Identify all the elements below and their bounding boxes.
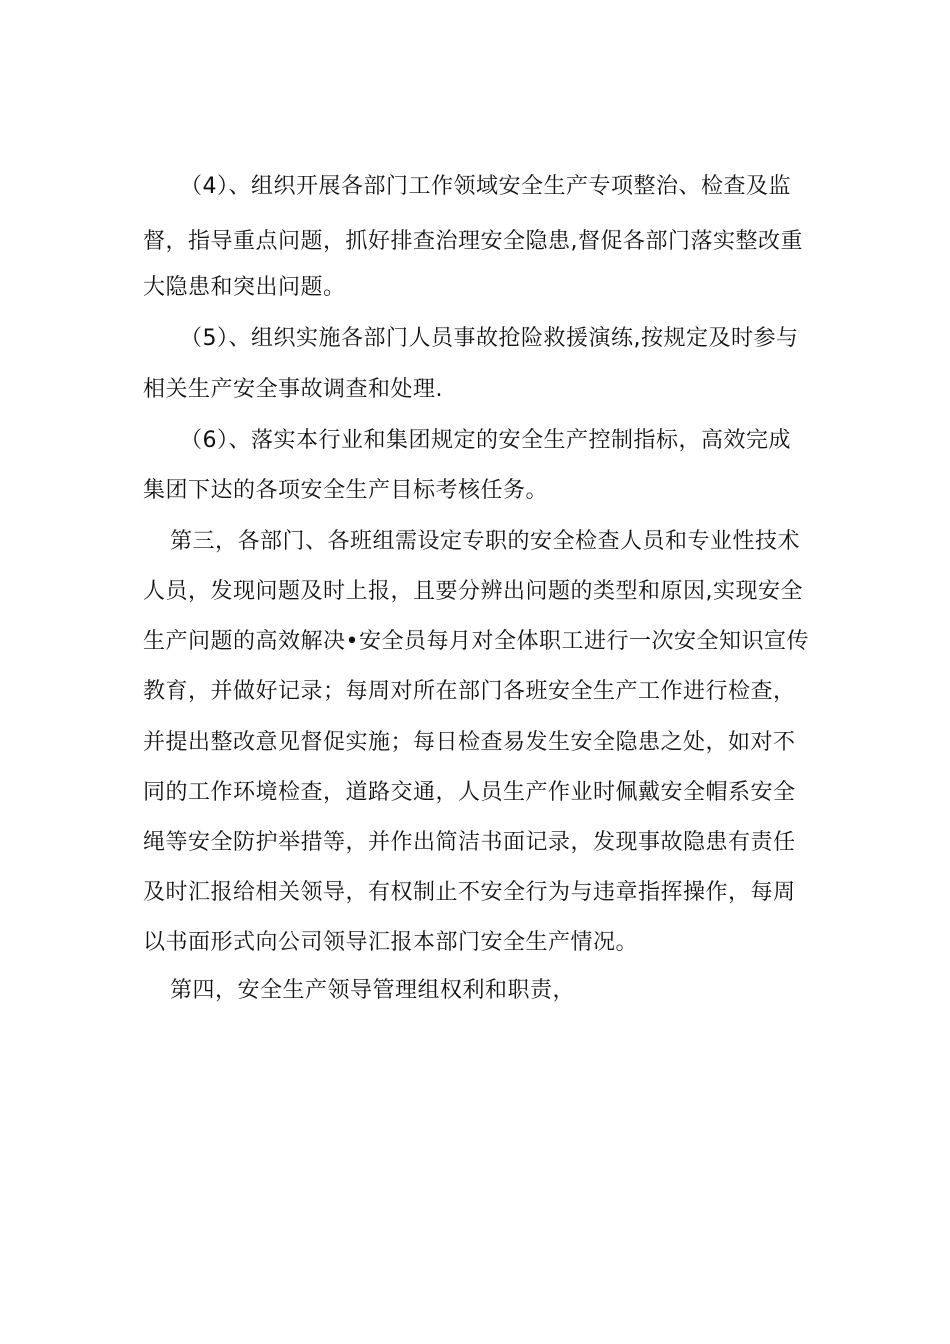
- paragraph-line: 相关生产安全事故调查和处理.: [143, 377, 443, 402]
- paragraph-line: 集团下达的各项安全生产目标考核任务。: [143, 478, 549, 503]
- paragraph-line: 并提出整改意见督促实施；每日检查易发生安全隐患之处，如对不: [143, 730, 796, 755]
- paragraph-line: 督，指导重点问题，抓好排查治理安全隐患,督促各部门落实整改重: [143, 229, 803, 254]
- paragraph-line: （6）、落实本行业和集团规定的安全生产控制指标，高效完成: [180, 428, 791, 453]
- paragraph-line: 人员，发现问题及时上报，且要分辨出问题的类型和原因,实现安全: [143, 579, 803, 604]
- paragraph-line: 及时汇报给相关领导，有权制止不安全行为与违章指挥操作，每周: [143, 880, 796, 905]
- paragraph-line: 同的工作环境检查，道路交通，人员生产作业时佩戴安全帽系安全: [143, 780, 796, 805]
- paragraph-line: 第三，各部门、各班组需设定专职的安全检查人员和专业性技术: [170, 529, 801, 554]
- paragraph-line: 大隐患和突出问题。: [143, 275, 346, 300]
- paragraph-line: 生产问题的高效解决•安全员每月对全体职工进行一次安全知识宣传: [143, 629, 809, 654]
- paragraph-line: （4）、组织开展各部门工作领域安全生产专项整治、检查及监: [180, 174, 791, 199]
- paragraph-line: 绳等安全防护举措等，并作出简洁书面记录，发现事故隐患有责任: [143, 830, 796, 855]
- paragraph-line: 以书面形式向公司领导汇报本部门安全生产情况。: [143, 930, 639, 955]
- paragraph-line: （5）、组织实施各部门人员事故抢险救援演练,按规定及时参与: [180, 326, 799, 351]
- paragraph-line: 第四，安全生产领导管理组权利和职责，: [170, 978, 576, 1003]
- paragraph-line: 教育，并做好记录；每周对所在部门各班安全生产工作进行检查，: [143, 679, 796, 704]
